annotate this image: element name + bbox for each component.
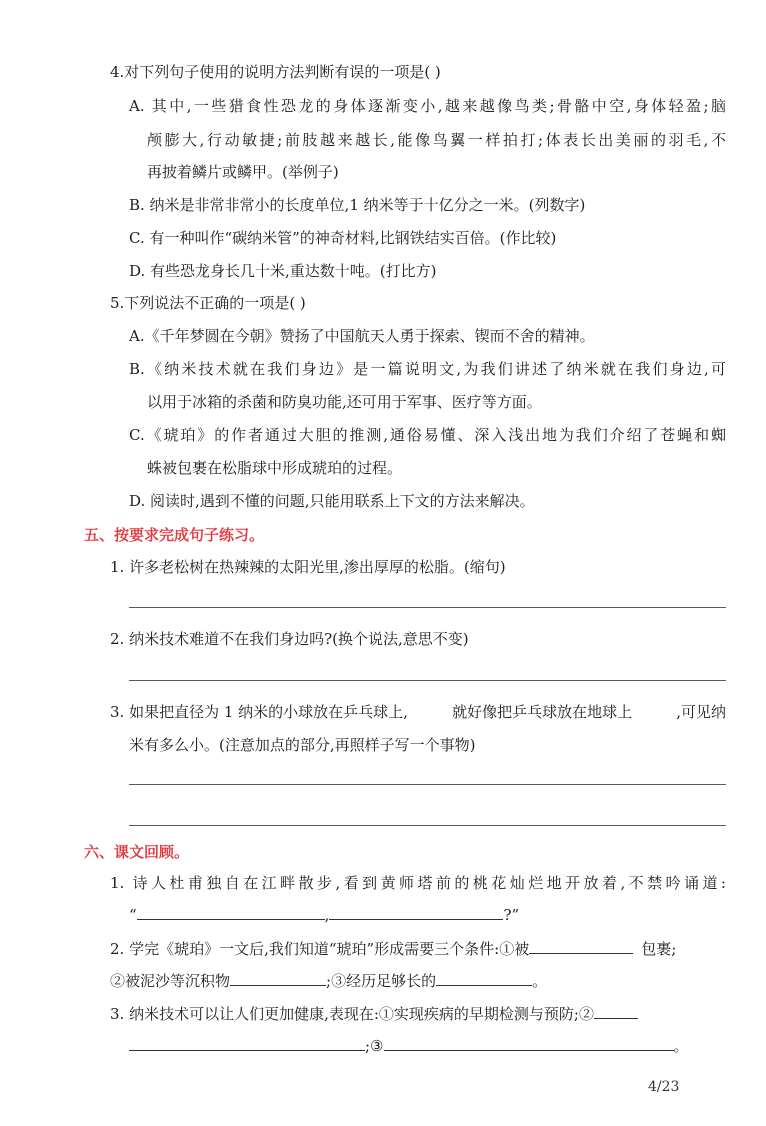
q4-option-d: D. 有些恐龙身长几十米,重达数十吨。(打比方) [129,262,437,280]
blank-poem-line1[interactable] [137,903,325,920]
answer-line-s1[interactable] [129,607,726,608]
emphasis-dots [452,701,632,723]
section5-item3-line1 [110,701,726,723]
item2-text-e: 。 [532,972,548,990]
item3b-sep: ;③ [365,1037,384,1055]
answer-line-s2[interactable] [129,680,726,681]
page-number: 4/23 [648,1079,680,1095]
q5-option-c-line1: C.《琥珀》的作者通过大胆的推测,通俗易懂、深入浅出地为我们介绍了苍蝇和蜘 [129,426,726,444]
open-quote: “ [129,906,137,924]
section6-item1-line2 [129,903,519,926]
item3-dotted-phrase [452,701,632,723]
answer-line-s3a[interactable] [129,784,726,785]
blank-benefit3[interactable] [384,1034,674,1051]
item2-text-c: ②被泥沙等沉积物 [110,972,231,990]
q5-option-c-line2: 蛛被包裹在松脂球中形成琥珀的过程。 [147,459,403,477]
blank-benefit2-start[interactable] [594,1002,638,1019]
q5-stem: 5.下列说法不正确的一项是( ) [110,294,306,312]
section5-item3-line2: 米有多么小。(注意加点的部分,再照样子写一个事物) [129,736,476,754]
q4-stem: 4.对下列句子使用的说明方法判断有误的一项是( ) [110,63,441,81]
q4-option-a-line2: 颅膨大,行动敏捷;前肢越来越长,能像鸟翼一样拍打;体表长出美丽的羽毛,不 [147,131,726,149]
section6-item1-line1: 1. 诗人杜甫独自在江畔散步,看到黄师塔前的桃花灿烂地开放着,不禁吟诵道: [110,874,726,892]
blank-poem-line2[interactable] [329,903,503,920]
item3-dotted-text: 就好像把乒乓球放在地球上 [452,703,633,721]
section6-title: 六、课文回顾。 [84,843,190,861]
comma: , [324,906,330,924]
section6-item2-line1 [110,937,676,960]
section5-item1: 1. 许多老松树在热辣辣的太阳光里,渗出厚厚的松脂。(缩句) [110,558,506,576]
q5-option-a: A.《千年梦圆在今朝》赞扬了中国航天人勇于探索、锲而不舍的精神。 [129,327,595,345]
item3b-text: 3. 纳米技术可以让人们更加健康,表现在:①实现疾病的早期检测与预防;② [110,1005,594,1023]
blank-benefit2[interactable] [129,1034,365,1051]
q4-option-c: C. 有一种叫作“碳纳米管”的神奇材料,比钢铁结实百倍。(作比较) [129,229,557,247]
section6-item3-line1 [110,1002,638,1025]
item2-text-a: 2. 学完《琥珀》一文后,我们知道“琥珀”形成需要三个条件:①被 [110,940,530,958]
item3-text-post: ,可见纳 [676,703,726,721]
q5-option-b-line2: 以用于冰箱的杀菌和防臭功能,还可用于军事、医疗等方面。 [147,393,542,411]
item2-text-d: ;③经历足够长的 [326,972,437,990]
q5-option-b-line1: B.《纳米技术就在我们身边》是一篇说明文,为我们讲述了纳米就在我们身边,可 [129,360,726,378]
q4-option-b: B. 纳米是非常非常小的长度单位,1 纳米等于十亿分之一米。(列数字) [129,196,586,214]
q4-option-a-line3: 再披着鳞片或鳞甲。(举例子) [147,163,339,181]
item3-text-pre: 3. 如果把直径为 1 纳米的小球放在乒乓球上, [110,703,408,721]
section5-item2: 2. 纳米技术难道不在我们身边吗?(换个说法,意思不变) [110,630,469,648]
section5-title: 五、按要求完成句子练习。 [84,526,265,544]
q4-option-a-line1: A. 其中,一些猎食性恐龙的身体逐渐变小,越来越像鸟类;骨骼中空,身体轻盈;脑 [129,97,726,115]
blank-condition3[interactable] [436,969,532,986]
blank-condition2[interactable] [230,969,326,986]
section6-item3-line2 [129,1034,689,1057]
q5-option-d: D. 阅读时,遇到不懂的问题,只能用联系上下文的方法来解决。 [129,492,535,510]
answer-line-s3b[interactable] [129,825,726,826]
item2-text-b: 包裹; [641,940,677,958]
close-quote: ?” [503,906,520,924]
section6-item2-line2 [110,969,547,992]
item3b-end: 。 [673,1037,689,1055]
blank-condition1[interactable] [529,937,633,954]
